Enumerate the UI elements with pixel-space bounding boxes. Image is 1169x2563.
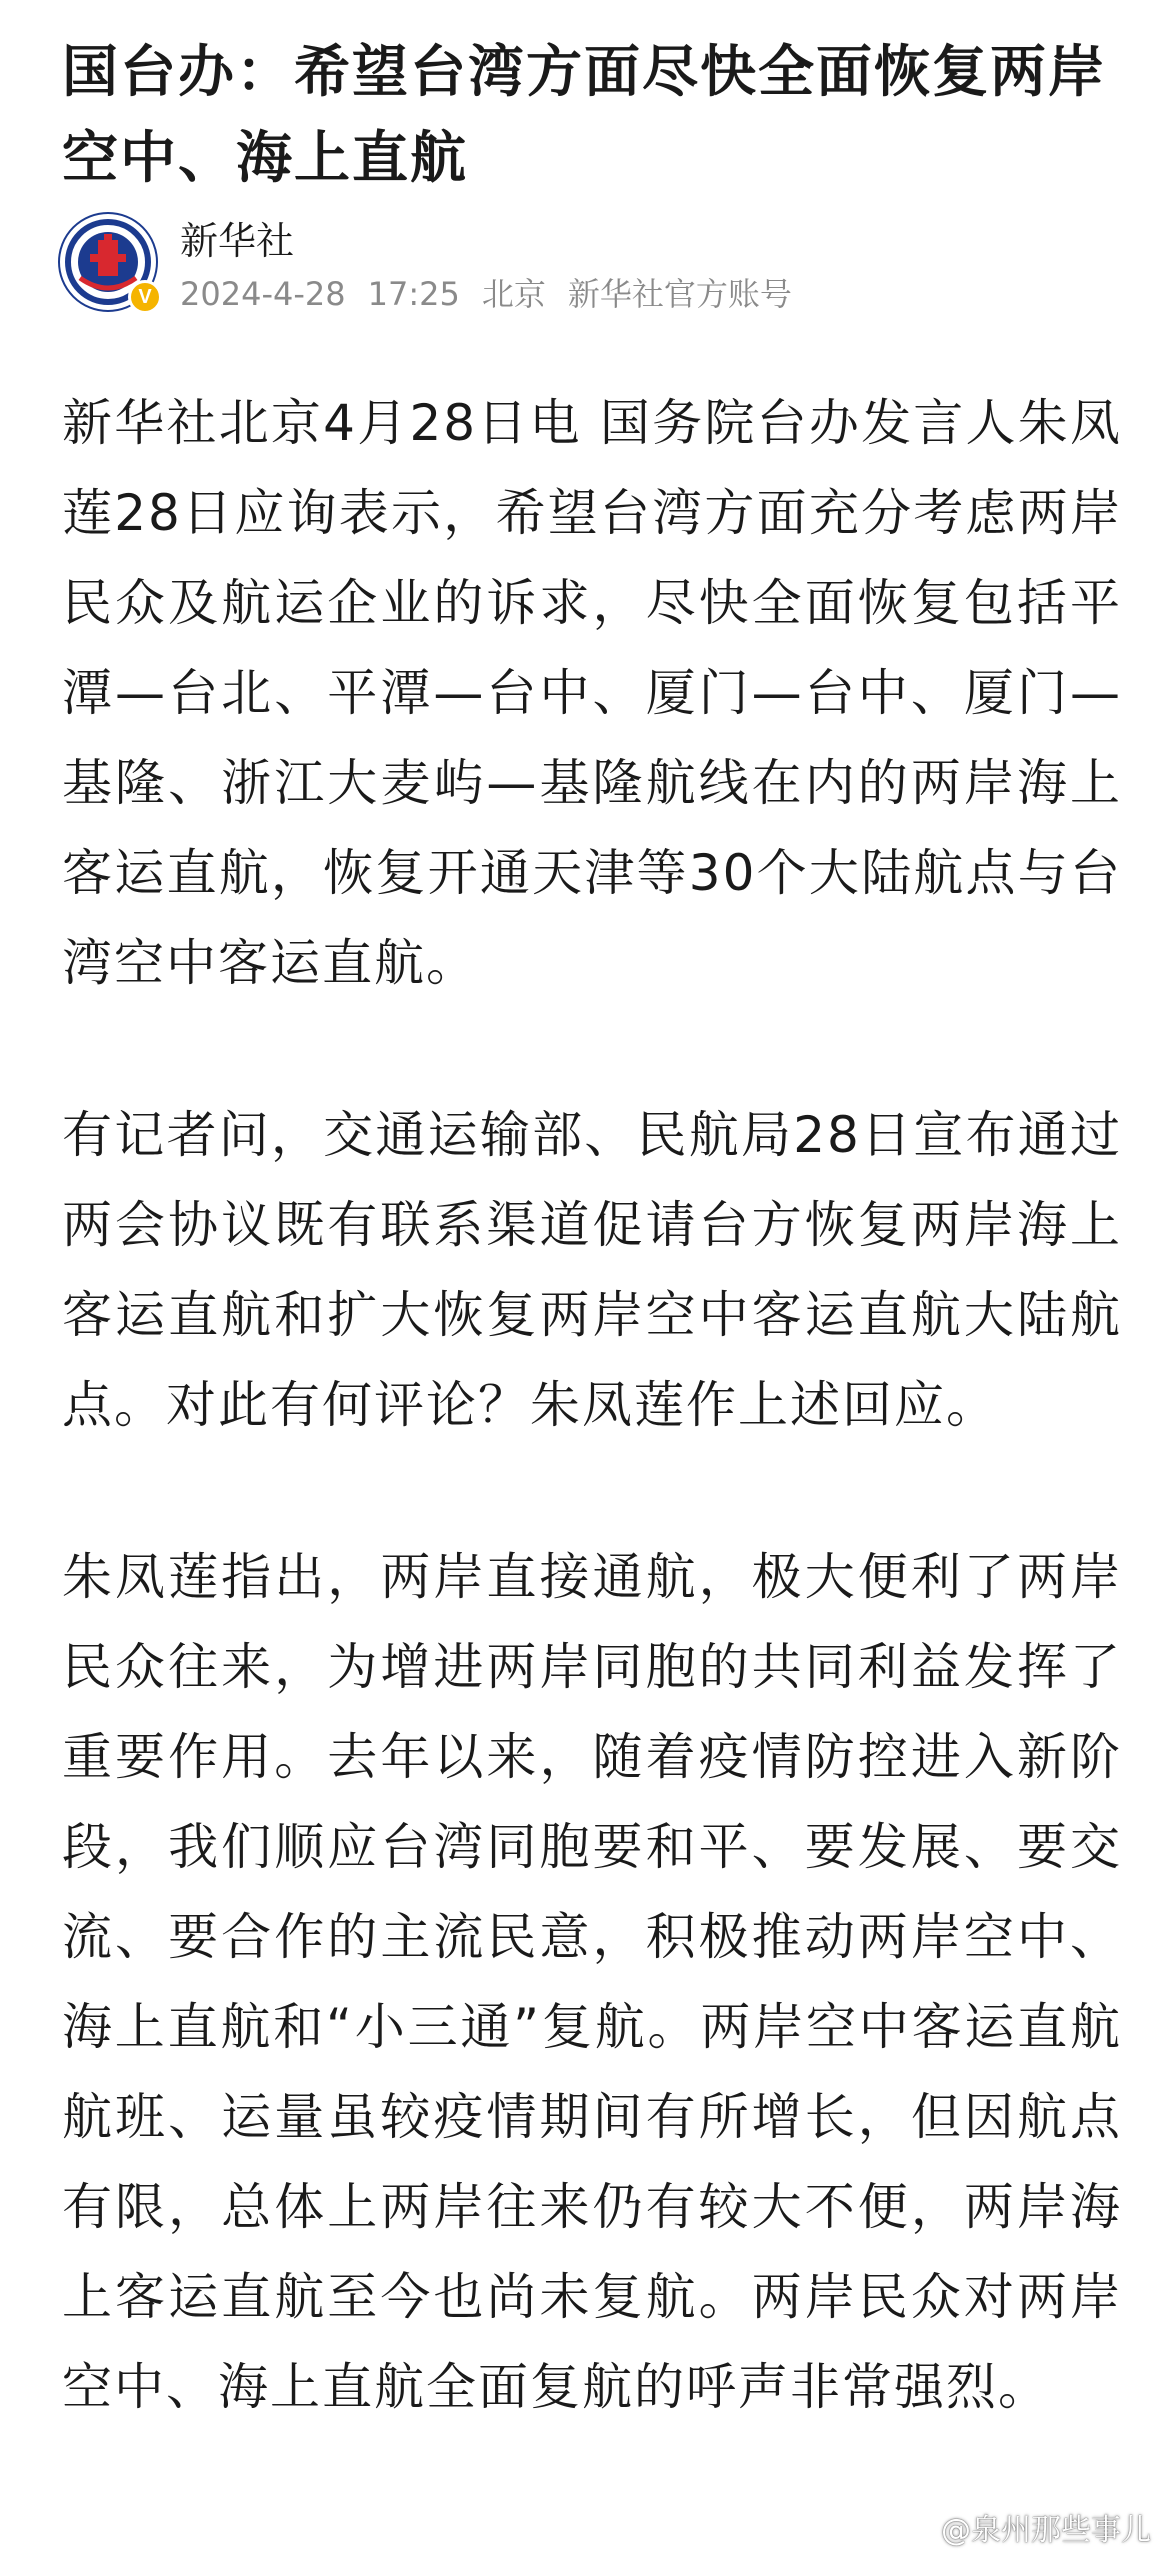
article-paragraph-3: 朱凤莲指出，两岸直接通航，极大便利了两岸民众往来，为增进两岸同胞的共同利益发挥了重要作用。去年以来，随着疫情防控进入新阶段，我们顺应台湾同胞要和平、要发展、要交流、要合作的主流民意，积极推动两岸空中、海上直航和“小三通”复航。两岸空中客运直航航班、运量虽较疫情期间有所增长，但因航点有限，总体上两岸往来仍有较大不便，两岸海上客运直航至今也尚未复航。两岸民众对两岸空中、海上直航全面复航的呼声非常强烈。 <box>62 1548 1122 2416</box>
article-paragraph-1: 新华社北京4月28日电 国务院台办发言人朱凤莲28日应询表示，希望台湾方面充分考虑两岸民众及航运企业的诉求，尽快全面恢复包括平潭—台北、平潭—台中、厦门—台中、厦门—基隆、浙江大麦屿—基隆航线在内的两岸海上客运直航，恢复开通天津等30个大陆航点与台湾空中客运直航。 <box>62 394 1122 992</box>
post-time: 17:25 <box>367 275 460 313</box>
account-type: 新华社官方账号 <box>567 275 792 313</box>
author-meta <box>180 274 814 314</box>
article-body <box>62 378 1122 2514</box>
watermark-text: @泉州那些事儿 <box>941 2513 1151 2548</box>
watermark <box>893 2505 1151 2549</box>
author-row[interactable] <box>58 212 1118 322</box>
weibo-logo-icon <box>893 2510 935 2544</box>
article-title: 国台办：希望台湾方面尽快全面恢复两岸空中、海上直航 <box>62 40 1106 191</box>
post-location: 北京 <box>481 275 546 313</box>
post-date: 2024-4-28 <box>180 275 346 313</box>
article-paragraph-2: 有记者问，交通运输部、民航局28日宣布通过两会协议既有联系渠道促请台方恢复两岸海上客运直航和扩大恢复两岸空中客运直航大陆航点。对此有何评论？朱凤莲作上述回应。 <box>62 1106 1122 1434</box>
verified-badge: V <box>128 280 162 314</box>
author-name[interactable]: 新华社 <box>180 219 295 263</box>
